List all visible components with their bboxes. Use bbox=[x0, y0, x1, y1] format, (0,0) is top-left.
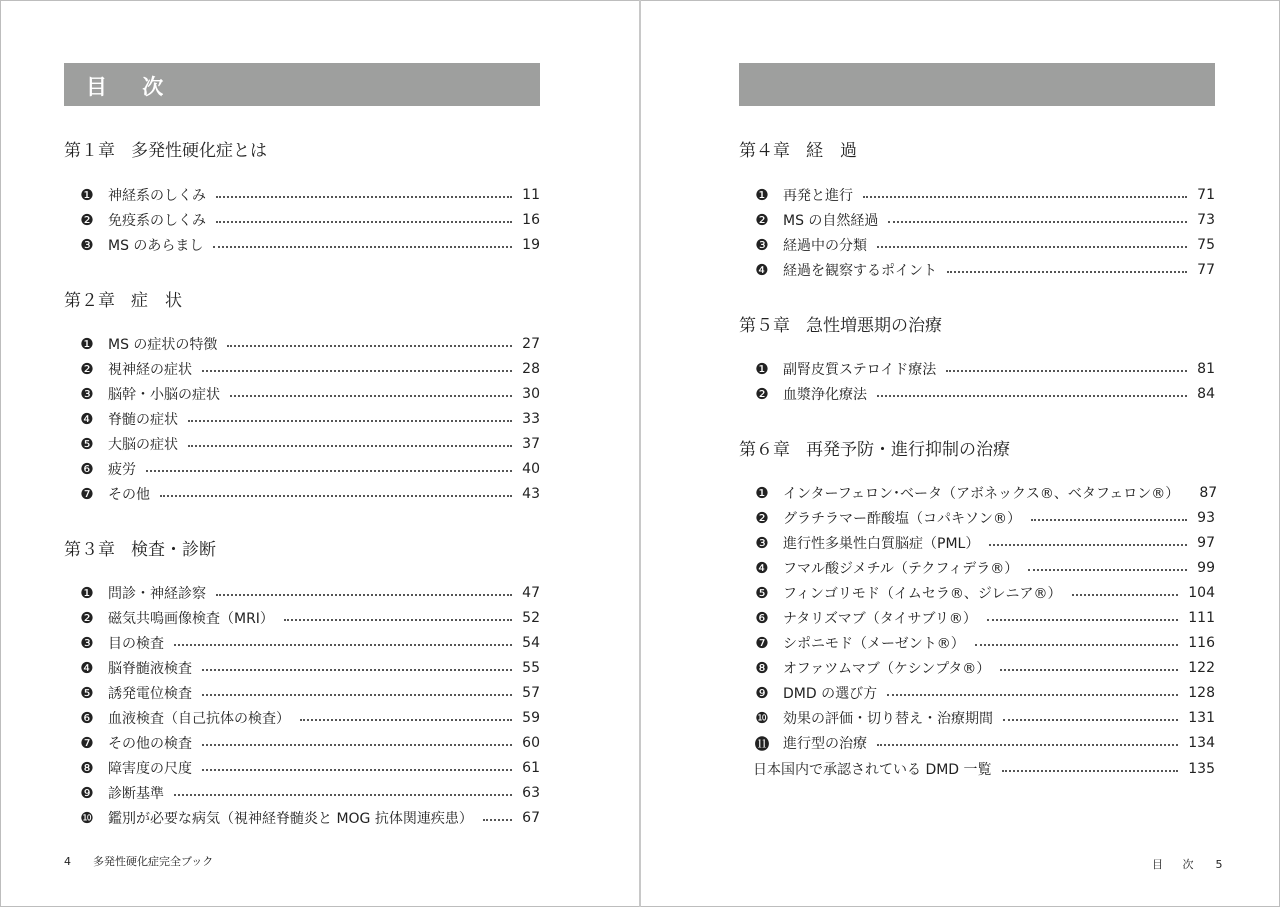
toc-entry[interactable] bbox=[64, 434, 540, 454]
number-badge-icon: ❷ bbox=[755, 211, 769, 229]
left-page bbox=[64, 0, 540, 907]
entry-label: 脳脊髄液検査 bbox=[108, 661, 192, 677]
number-badge-icon: ❹ bbox=[80, 410, 94, 428]
number-badge-icon: ❷ bbox=[80, 609, 94, 627]
toc-entry[interactable] bbox=[739, 384, 1215, 404]
entry-label: 効果の評価・切り替え・治療期間 bbox=[783, 711, 993, 727]
entry-page: 57 bbox=[522, 685, 540, 701]
toc-entry[interactable] bbox=[64, 583, 540, 603]
dot-leader bbox=[987, 619, 1178, 621]
dot-leader bbox=[202, 744, 512, 746]
right-page bbox=[739, 0, 1218, 907]
number-badge-icon: ❹ bbox=[755, 261, 769, 279]
entry-page: 99 bbox=[1197, 560, 1215, 576]
entry-page: 131 bbox=[1188, 710, 1215, 726]
entry-page: 61 bbox=[522, 760, 540, 776]
folio-number: 5 bbox=[1215, 858, 1223, 871]
toc-entry[interactable] bbox=[739, 583, 1215, 603]
entry-page: 71 bbox=[1197, 187, 1215, 203]
dot-leader bbox=[230, 395, 512, 397]
toc-entry[interactable] bbox=[739, 733, 1215, 753]
dot-leader bbox=[989, 544, 1187, 546]
number-badge-icon: ❸ bbox=[80, 634, 94, 652]
entry-page: 43 bbox=[522, 486, 540, 502]
dot-leader bbox=[975, 644, 1179, 646]
chapter-number: 第６章 bbox=[739, 440, 790, 460]
dot-leader bbox=[877, 246, 1187, 248]
entry-label: 障害度の尺度 bbox=[108, 761, 192, 777]
toc-entry[interactable] bbox=[64, 733, 540, 753]
number-badge-icon: ❶ bbox=[80, 186, 94, 204]
entry-page: 116 bbox=[1188, 635, 1215, 651]
number-badge-icon: ⓫ bbox=[754, 734, 770, 753]
dot-leader bbox=[863, 196, 1187, 198]
dot-leader bbox=[202, 669, 512, 671]
chapter-heading[interactable] bbox=[64, 535, 216, 560]
entry-label: 視神経の症状 bbox=[108, 362, 192, 378]
dot-leader bbox=[216, 221, 512, 223]
toc-entry[interactable] bbox=[739, 260, 1215, 280]
entry-page: 55 bbox=[522, 660, 540, 676]
entry-label: オファツムマブ（ケシンプタ®） bbox=[783, 661, 991, 677]
entry-label: MS の症状の特徴 bbox=[108, 337, 218, 353]
chapter-number: 第３章 bbox=[64, 540, 115, 560]
entry-page: 75 bbox=[1197, 237, 1215, 253]
dot-leader bbox=[947, 271, 1187, 273]
number-badge-icon: ❶ bbox=[80, 584, 94, 602]
number-badge-icon: ❺ bbox=[755, 584, 769, 602]
toc-entry[interactable] bbox=[64, 658, 540, 678]
number-badge-icon: ❷ bbox=[80, 360, 94, 378]
running-title: 目 次 bbox=[1152, 858, 1202, 871]
entry-label: 鑑別が必要な病気（視神経脊髄炎と MOG 抗体関連疾患） bbox=[108, 811, 473, 827]
number-badge-icon: ❷ bbox=[755, 385, 769, 403]
dot-leader bbox=[1002, 770, 1179, 772]
toc-entry[interactable] bbox=[739, 210, 1215, 230]
entry-page: 67 bbox=[522, 810, 540, 826]
dot-leader bbox=[946, 370, 1187, 372]
number-badge-icon: ❽ bbox=[755, 659, 769, 677]
toc-entry[interactable] bbox=[739, 558, 1215, 578]
dot-leader bbox=[160, 495, 512, 497]
entry-label: 目の検査 bbox=[108, 636, 164, 652]
entry-label: 再発と進行 bbox=[783, 188, 853, 204]
dot-leader bbox=[877, 744, 1178, 746]
entry-page: 134 bbox=[1188, 735, 1215, 751]
running-title: 多発性硬化症完全ブック bbox=[93, 855, 214, 868]
toc-entry[interactable] bbox=[64, 708, 540, 728]
chapter-title: 再発予防・進行抑制の治療 bbox=[806, 440, 1010, 460]
entry-page: 16 bbox=[522, 212, 540, 228]
entry-label: DMD の選び方 bbox=[783, 686, 878, 702]
entry-label: インターフェロン･ベータ（アボネックス®、ベタフェロン®） bbox=[783, 486, 1180, 502]
dot-leader bbox=[227, 345, 512, 347]
entry-page: 33 bbox=[522, 411, 540, 427]
number-badge-icon: ❽ bbox=[80, 759, 94, 777]
toc-entry[interactable] bbox=[739, 708, 1215, 728]
entry-page: 11 bbox=[522, 187, 540, 203]
toc-entry[interactable] bbox=[64, 683, 540, 703]
entry-page: 47 bbox=[522, 585, 540, 601]
number-badge-icon: ❸ bbox=[80, 385, 94, 403]
toc-entry[interactable] bbox=[64, 334, 540, 354]
dot-leader bbox=[1031, 519, 1187, 521]
number-badge-icon: ❸ bbox=[755, 236, 769, 254]
dot-leader bbox=[174, 794, 512, 796]
entry-page: 59 bbox=[522, 710, 540, 726]
chapter-number: 第４章 bbox=[739, 141, 790, 161]
entry-label: 副腎皮質ステロイド療法 bbox=[783, 362, 937, 378]
toc-entry[interactable] bbox=[64, 783, 540, 803]
entry-label: 進行型の治療 bbox=[783, 736, 867, 752]
chapter-title: 急性増悪期の治療 bbox=[806, 316, 942, 336]
chapter-number: 第２章 bbox=[64, 291, 115, 311]
chapter-heading[interactable] bbox=[64, 136, 267, 161]
entry-page: 84 bbox=[1197, 386, 1215, 402]
toc-entry[interactable] bbox=[64, 409, 540, 429]
entry-page: 97 bbox=[1197, 535, 1215, 551]
toc-entry-appendix[interactable] bbox=[739, 759, 1215, 779]
dot-leader bbox=[1000, 669, 1178, 671]
chapter-number: 第１章 bbox=[64, 141, 115, 161]
entry-label: 経過中の分類 bbox=[783, 238, 867, 254]
entry-label: グラチラマー酢酸塩（コパキソン®） bbox=[783, 511, 1021, 527]
number-badge-icon: ❷ bbox=[80, 211, 94, 229]
entry-label: 脳幹・小脳の症状 bbox=[108, 387, 220, 403]
entry-page: 93 bbox=[1197, 510, 1215, 526]
dot-leader bbox=[300, 719, 512, 721]
chapter-heading[interactable] bbox=[739, 435, 1010, 460]
number-badge-icon: ❹ bbox=[80, 659, 94, 677]
toc-header-bar bbox=[64, 63, 540, 106]
number-badge-icon: ❼ bbox=[755, 634, 769, 652]
toc-entry[interactable] bbox=[64, 808, 540, 828]
number-badge-icon: ❾ bbox=[80, 784, 94, 802]
number-badge-icon: ❿ bbox=[755, 709, 769, 727]
number-badge-icon: ❶ bbox=[755, 484, 769, 502]
entry-label: シポニモド（メーゼント®） bbox=[783, 636, 965, 652]
page-spine bbox=[639, 0, 641, 907]
chapter-title: 多発性硬化症とは bbox=[131, 141, 267, 161]
number-badge-icon: ❶ bbox=[755, 360, 769, 378]
dot-leader bbox=[1072, 594, 1179, 596]
dot-leader bbox=[1003, 719, 1178, 721]
entry-label: 神経系のしくみ bbox=[108, 188, 206, 204]
entry-page: 37 bbox=[522, 436, 540, 452]
entry-label: ナタリズマブ（タイサブリ®） bbox=[783, 611, 977, 627]
entry-page: 77 bbox=[1197, 262, 1215, 278]
number-badge-icon: ❷ bbox=[755, 509, 769, 527]
entry-label: その他 bbox=[108, 487, 150, 503]
chapter-heading[interactable] bbox=[739, 311, 942, 336]
entry-label: 問診・神経診察 bbox=[108, 586, 206, 602]
entry-page: 73 bbox=[1197, 212, 1215, 228]
number-badge-icon: ❻ bbox=[80, 460, 94, 478]
toc-entry[interactable] bbox=[64, 359, 540, 379]
dot-leader bbox=[888, 221, 1187, 223]
header-bar bbox=[739, 63, 1215, 106]
chapter-title: 検査・診断 bbox=[131, 540, 216, 560]
number-badge-icon: ❾ bbox=[755, 684, 769, 702]
entry-label: 日本国内で承認されている DMD 一覧 bbox=[753, 762, 992, 778]
toc-entry[interactable] bbox=[64, 384, 540, 404]
number-badge-icon: ❸ bbox=[80, 236, 94, 254]
entry-label: その他の検査 bbox=[108, 736, 192, 752]
number-badge-icon: ❻ bbox=[755, 609, 769, 627]
number-badge-icon: ❺ bbox=[80, 684, 94, 702]
dot-leader bbox=[202, 370, 512, 372]
entry-label: 診断基準 bbox=[108, 786, 164, 802]
entry-label: フマル酸ジメチル（テクフィデラ®） bbox=[783, 561, 1019, 577]
toc-entry[interactable] bbox=[64, 459, 540, 479]
toc-entry[interactable] bbox=[739, 533, 1215, 553]
dot-leader bbox=[213, 246, 512, 248]
entry-page: 111 bbox=[1188, 610, 1215, 626]
toc-entry[interactable] bbox=[739, 658, 1215, 678]
toc-entry[interactable] bbox=[64, 210, 540, 230]
entry-page: 54 bbox=[522, 635, 540, 651]
number-badge-icon: ❼ bbox=[80, 485, 94, 503]
dot-leader bbox=[877, 395, 1187, 397]
toc-entry[interactable] bbox=[739, 185, 1215, 205]
entry-page: 52 bbox=[522, 610, 540, 626]
entry-page: 104 bbox=[1188, 585, 1215, 601]
dot-leader bbox=[1028, 569, 1187, 571]
toc-entry[interactable] bbox=[739, 359, 1215, 379]
number-badge-icon: ❹ bbox=[755, 559, 769, 577]
entry-label: 免疫系のしくみ bbox=[108, 213, 206, 229]
dot-leader bbox=[216, 196, 512, 198]
chapter-title: 経 過 bbox=[806, 141, 857, 161]
chapter-heading[interactable] bbox=[64, 286, 182, 311]
folio-number: 4 bbox=[64, 855, 71, 868]
toc-entry[interactable] bbox=[739, 508, 1215, 528]
entry-page: 135 bbox=[1188, 761, 1215, 777]
entry-page: 40 bbox=[522, 461, 540, 477]
entry-label: 脊髄の症状 bbox=[108, 412, 178, 428]
toc-entry[interactable] bbox=[739, 633, 1215, 653]
toc-entry[interactable] bbox=[64, 758, 540, 778]
entry-page: 28 bbox=[522, 361, 540, 377]
dot-leader bbox=[202, 694, 512, 696]
number-badge-icon: ❻ bbox=[80, 709, 94, 727]
number-badge-icon: ❶ bbox=[80, 335, 94, 353]
toc-entry[interactable] bbox=[64, 633, 540, 653]
dot-leader bbox=[174, 644, 512, 646]
dot-leader bbox=[483, 819, 512, 821]
entry-page: 128 bbox=[1188, 685, 1215, 701]
number-badge-icon: ❸ bbox=[755, 534, 769, 552]
entry-page: 81 bbox=[1197, 361, 1215, 377]
left-page-footer bbox=[64, 853, 213, 869]
number-badge-icon: ❼ bbox=[80, 734, 94, 752]
dot-leader bbox=[188, 445, 512, 447]
right-page-footer bbox=[1152, 856, 1223, 872]
number-badge-icon: ❺ bbox=[80, 435, 94, 453]
number-badge-icon: ❶ bbox=[755, 186, 769, 204]
entry-label: 大脳の症状 bbox=[108, 437, 178, 453]
entry-label: 磁気共鳴画像検査（MRI） bbox=[108, 611, 274, 627]
entry-page: 122 bbox=[1188, 660, 1215, 676]
entry-page: 30 bbox=[522, 386, 540, 402]
dot-leader bbox=[887, 694, 1178, 696]
toc-entry[interactable] bbox=[739, 235, 1215, 255]
entry-label: フィンゴリモド（イムセラ®、ジレニア®） bbox=[783, 586, 1062, 602]
entry-label: MS のあらまし bbox=[108, 238, 204, 254]
entry-label: 経過を観察するポイント bbox=[783, 263, 937, 279]
dot-leader bbox=[188, 420, 512, 422]
toc-entry[interactable] bbox=[64, 185, 540, 205]
toc-title: 目 次 bbox=[86, 75, 178, 99]
entry-label: 血液検査（自己抗体の検査） bbox=[108, 711, 290, 727]
entry-label: MS の自然経過 bbox=[783, 213, 879, 229]
entry-label: 疲労 bbox=[108, 462, 136, 478]
dot-leader bbox=[216, 594, 512, 596]
entry-page: 60 bbox=[522, 735, 540, 751]
chapter-heading[interactable] bbox=[739, 136, 857, 161]
entry-page: 27 bbox=[522, 336, 540, 352]
toc-entry[interactable] bbox=[64, 608, 540, 628]
entry-label: 進行性多巣性白質脳症（PML） bbox=[783, 536, 980, 552]
toc-entry[interactable] bbox=[739, 683, 1215, 703]
dot-leader bbox=[146, 470, 512, 472]
entry-label: 血漿浄化療法 bbox=[783, 387, 867, 403]
toc-entry[interactable] bbox=[739, 483, 1218, 503]
entry-page: 19 bbox=[522, 237, 540, 253]
dot-leader bbox=[284, 619, 512, 621]
chapter-number: 第５章 bbox=[739, 316, 790, 336]
toc-entry[interactable] bbox=[64, 484, 540, 504]
entry-page: 87 bbox=[1199, 485, 1218, 501]
dot-leader bbox=[202, 769, 512, 771]
entry-label: 誘発電位検査 bbox=[108, 686, 192, 702]
toc-entry[interactable] bbox=[64, 235, 540, 255]
entry-page: 63 bbox=[522, 785, 540, 801]
number-badge-icon: ❿ bbox=[80, 809, 94, 827]
toc-entry[interactable] bbox=[739, 608, 1215, 628]
chapter-title: 症 状 bbox=[131, 291, 182, 311]
